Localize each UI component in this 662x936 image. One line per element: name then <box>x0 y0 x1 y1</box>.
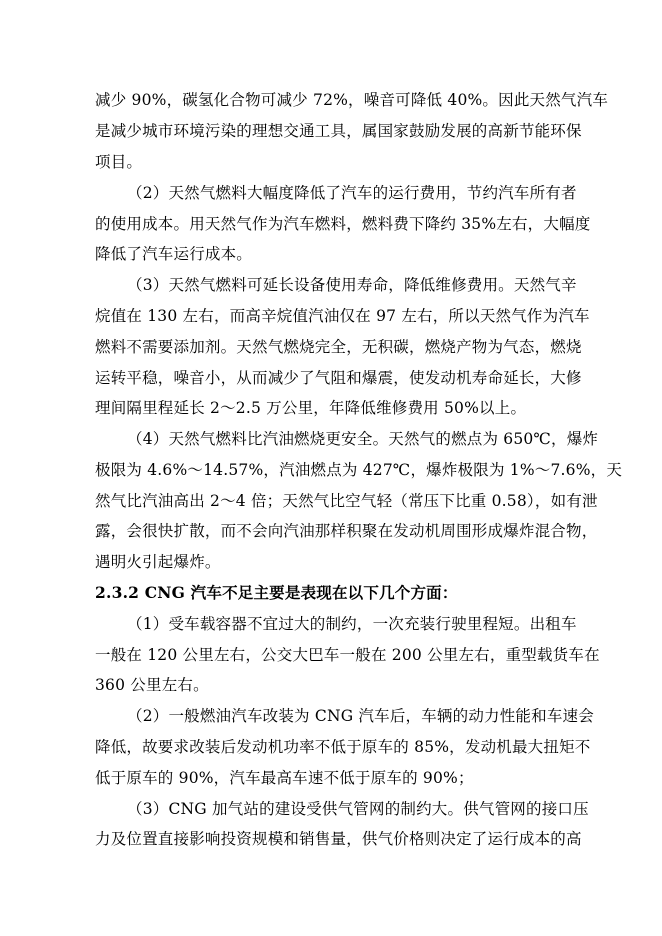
text-line: 的使用成本。用天然气作为汽车燃料，燃料费下降约 35%左右，大幅度 <box>95 215 591 233</box>
text-line: 极限为 4.6%～14.57%，汽油燃点为 427℃，爆炸极限为 1%～7.6%，天 <box>95 461 623 479</box>
text-line: 项目。 <box>95 153 143 171</box>
text-line: 降低了汽车运行成本。 <box>95 245 253 263</box>
text-line: 360 公里左右。 <box>95 676 209 694</box>
text-line: 烷值在 130 左右，而高辛烷值汽油仅在 97 左右，所以天然气作为汽车 <box>95 307 590 325</box>
paragraph-start: （2）一般燃油汽车改装为 CNG 汽车后，车辆的动力性能和车速会 <box>127 707 594 725</box>
paragraph-start: （3）CNG 加气站的建设受供气管网的制约大。供气管网的接口压 <box>127 800 589 818</box>
text-line: 降低，故要求改装后发动机功率不低于原车的 85%，发动机最大扭矩不 <box>95 738 591 756</box>
text-line: 是减少城市环境污染的理想交通工具，属国家鼓励发展的高新节能环保 <box>95 122 582 140</box>
text-line: 燃料不需要添加剂。天然气燃烧完全，无积碳，燃烧产物为气态，燃烧 <box>95 338 582 356</box>
text-line: 理间隔里程延长 2～2.5 万公里，年降低维修费用 50%以上。 <box>95 399 527 417</box>
text-line: 一般在 120 公里左右，公交大巴车一般在 200 公里左右，重型载货车在 <box>95 646 600 664</box>
text-line: 然气比汽油高出 2～4 倍；天然气比空气轻（常压下比重 0.58），如有泄 <box>95 492 598 510</box>
paragraph-start: （2）天然气燃料大幅度降低了汽车的运行费用，节约汽车所有者 <box>127 184 577 202</box>
section-heading: 2.3.2 CNG 汽车不足主要是表现在以下几个方面： <box>95 583 458 602</box>
text-line: 遇明火引起爆炸。 <box>95 553 221 571</box>
text-line: 露，会很快扩散，而不会向汽油那样积聚在发动机周围形成爆炸混合物， <box>95 522 598 540</box>
text-line: 力及位置直接影响投资规模和销售量，供气价格则决定了运行成本的高 <box>95 830 582 848</box>
text-line: 减少 90%，碳氢化合物可减少 72%，噪音可降低 40%。因此天然气汽车 <box>95 91 609 109</box>
paragraph-start: （4）天然气燃料比汽油燃烧更安全。天然气的燃点为 650℃，爆炸 <box>127 430 599 448</box>
paragraph-start: （1）受车载容器不宜过大的制约，一次充装行驶里程短。出租车 <box>127 615 577 633</box>
text-line: 运转平稳，噪音小，从而减少了气阻和爆震，使发动机寿命延长，大修 <box>95 369 582 387</box>
text-line: 低于原车的 90%，汽车最高车速不低于原车的 90%； <box>95 769 474 787</box>
paragraph-start: （3）天然气燃料可延长设备使用寿命，降低维修费用。天然气辛 <box>127 276 577 294</box>
